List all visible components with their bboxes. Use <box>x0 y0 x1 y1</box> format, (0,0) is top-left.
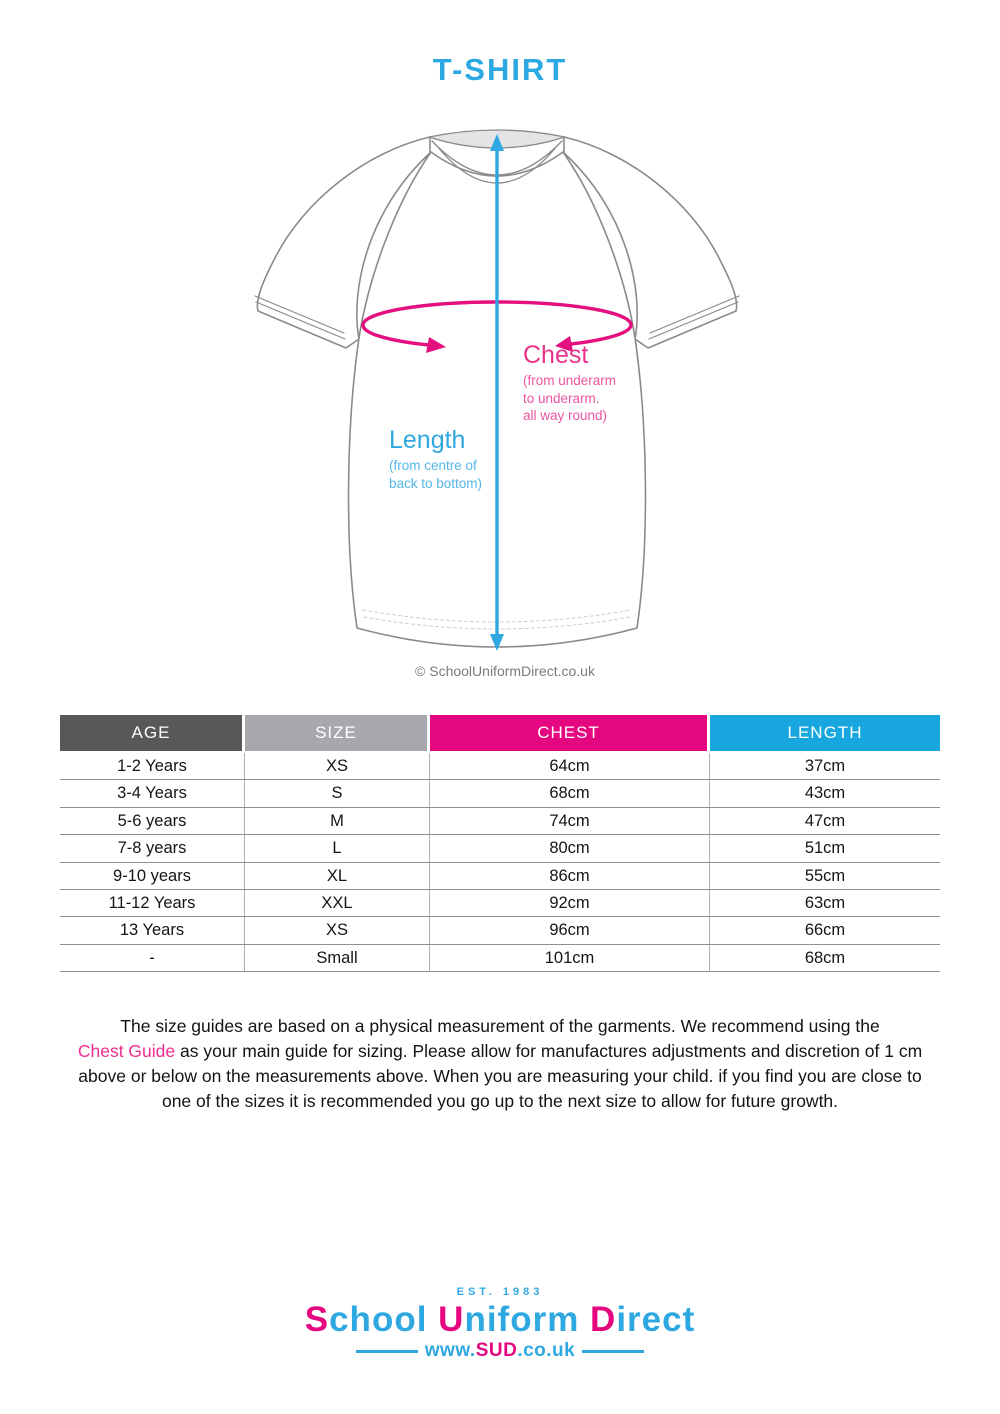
table-header-size: SIZE <box>245 715 430 751</box>
table-row <box>60 808 940 835</box>
chest-guide-highlight: Chest Guide <box>77 1041 176 1061</box>
table-cell-chest: 101cm <box>430 945 710 971</box>
size-table <box>60 715 940 972</box>
table-header-length: LENGTH <box>710 715 940 751</box>
sizing-note <box>0 1014 1000 1114</box>
table-cell-size: Small <box>245 945 430 971</box>
brand-url <box>425 1340 575 1362</box>
brand-part: U <box>438 1300 465 1339</box>
brand-part: chool <box>329 1300 439 1339</box>
table-cell-age: - <box>60 945 245 971</box>
brand-part: D <box>590 1300 617 1339</box>
brand-part: .co.uk <box>517 1340 576 1361</box>
sizing-note-line: The size guides are based on a physical measurement of the garments. We recommend using the <box>120 1016 880 1036</box>
table-cell-size: L <box>245 835 430 861</box>
table-row <box>60 863 940 890</box>
table-cell-length: 68cm <box>804 948 846 967</box>
brand-part: S <box>304 1300 330 1339</box>
table-cell-age: 1-2 Years <box>60 753 245 779</box>
length-sublabel: (from centre of back to bottom) <box>389 458 483 491</box>
table-header-age: AGE <box>60 715 245 751</box>
table-cell-chest: 80cm <box>430 835 710 861</box>
chest-sublabel: (from underarm to underarm. all way round) <box>523 373 617 423</box>
table-cell-chest: 68cm <box>430 780 710 806</box>
table-cell-age: 3-4 Years <box>60 780 245 806</box>
sizing-note-line: above or below on the measurements above. When you are measuring your child. if you find you are close to <box>78 1066 922 1086</box>
table-cell-size: XXL <box>245 890 430 916</box>
table-row <box>60 780 940 807</box>
brand-part: niform <box>464 1300 591 1339</box>
table-cell-chest: 96cm <box>430 917 710 943</box>
table-row <box>60 835 940 862</box>
table-cell-length: 51cm <box>804 839 846 858</box>
copyright-text: © SchoolUniformDirect.co.uk <box>415 663 595 679</box>
brand-part: www. <box>424 1340 476 1361</box>
table-cell-age: 7-8 years <box>60 835 245 861</box>
length-label: Length <box>389 426 466 454</box>
table-cell-chest: 64cm <box>430 753 710 779</box>
url-dash-right <box>582 1350 644 1353</box>
table-cell-size: XS <box>245 917 430 943</box>
brand-wordmark <box>0 1300 1000 1340</box>
table-cell-length: 37cm <box>804 757 846 775</box>
size-table-body <box>60 753 940 972</box>
sizing-note-line: Chest Guide as your main guide for sizing. Please allow for manufactures adjustments and discretion of 1 cm <box>77 1041 923 1061</box>
table-cell-chest: 86cm <box>430 863 710 889</box>
brand-part: SUD <box>475 1340 518 1361</box>
page-title: T-SHIRT <box>432 52 568 87</box>
table-cell-length: 63cm <box>804 893 846 912</box>
table-row <box>60 945 940 972</box>
table-row <box>60 890 940 917</box>
table-cell-size: XL <box>245 863 430 889</box>
table-cell-length: 55cm <box>804 866 846 885</box>
table-cell-size: XS <box>245 753 430 779</box>
chest-label: Chest <box>523 341 589 369</box>
table-cell-size: S <box>245 780 430 806</box>
table-cell-age: 11-12 Years <box>60 890 245 916</box>
table-cell-chest: 92cm <box>430 890 710 916</box>
table-row <box>60 753 940 780</box>
table-cell-age: 9-10 years <box>60 863 245 889</box>
url-dash-left <box>356 1350 418 1353</box>
tshirt-illustration <box>0 0 1000 700</box>
table-header-chest: CHEST <box>430 715 710 751</box>
table-cell-size: M <box>245 808 430 834</box>
brand-url-line <box>0 1340 1000 1362</box>
size-table-header <box>60 715 940 751</box>
table-cell-age: 5-6 years <box>60 808 245 834</box>
table-cell-age: 13 Years <box>60 917 245 943</box>
table-row <box>60 917 940 944</box>
table-cell-length: 43cm <box>804 784 846 803</box>
brand-part: irect <box>616 1300 696 1339</box>
sizing-note-line: one of the sizes it is recommended you go up to the next size to allow for future growth. <box>161 1091 839 1111</box>
table-cell-chest: 74cm <box>430 808 710 834</box>
table-cell-length: 47cm <box>804 811 846 830</box>
est-1983-text: EST. 1983 <box>456 1286 544 1298</box>
table-cell-length: 66cm <box>804 921 846 940</box>
